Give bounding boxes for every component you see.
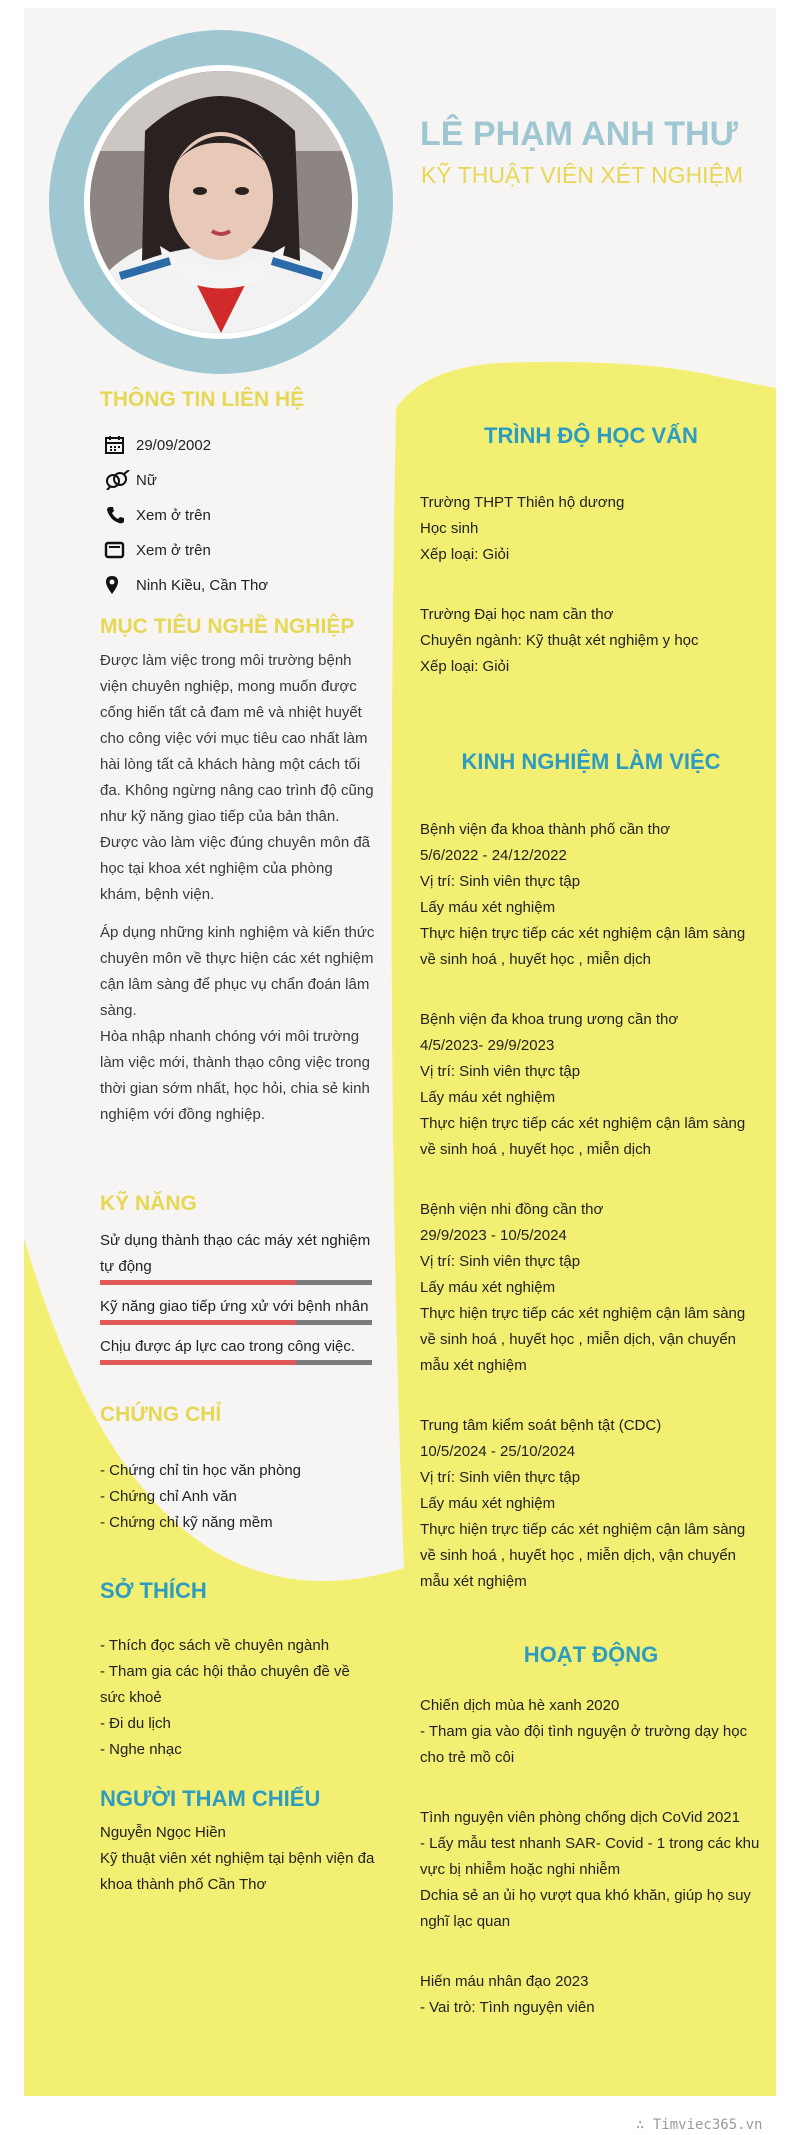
skill-label	[100, 1228, 380, 1280]
activity-entry-line: cho trẻ mồ côi	[420, 1749, 515, 1766]
watermark	[636, 2117, 762, 2133]
certificates-heading: CHỨNG CHỈ	[100, 1403, 222, 1426]
education-entry-line: Xếp loại: Giỏi	[420, 546, 510, 563]
skills-heading: KỸ NĂNG	[100, 1192, 197, 1215]
hobby-item: - Đi du lịch	[100, 1715, 171, 1732]
education-entry-line: Chuyên ngành: Kỹ thuật xét nghiệm y học	[420, 632, 699, 649]
objective-line: khám, bệnh viện.	[100, 886, 215, 903]
experience-entry-line: Lấy máu xét nghiệm	[420, 899, 556, 916]
reference-line: Nguyễn Ngọc Hiền	[100, 1824, 226, 1841]
contact-address: Ninh Kiều, Cần Thơ	[136, 577, 269, 594]
skill-label-line: Kỹ năng giao tiếp ứng xử với bệnh nhân	[100, 1298, 369, 1315]
hobby-item: - Nghe nhạc	[100, 1741, 182, 1758]
contact-phone: Xem ở trên	[136, 507, 211, 524]
education-entry-line: Học sinh	[420, 520, 479, 537]
education-heading: TRÌNH ĐỘ HỌC VẤN	[484, 423, 698, 448]
certificate-item: - Chứng chỉ tin học văn phòng	[100, 1462, 301, 1479]
watermark-text: Timviec365.vn	[652, 2117, 763, 2133]
activity-entry-line: Hiến máu nhân đạo 2023	[420, 1973, 589, 1990]
contact-heading: THÔNG TIN LIÊN HỆ	[100, 388, 305, 411]
skill-level-fill	[100, 1320, 296, 1325]
contact-birthday-row	[104, 428, 384, 463]
experience-entry-line: 29/9/2023 - 10/5/2024	[420, 1227, 567, 1244]
activity-entry-line: Dchia sẻ an ủi họ vượt qua khó khăn, giúp họ suy	[420, 1887, 751, 1904]
skill-label-line: Sử dụng thành thạo các máy xét nghiệm	[100, 1232, 371, 1249]
phone-icon	[104, 505, 130, 527]
hobby-item: - Thích đọc sách về chuyên ngành	[100, 1637, 330, 1654]
experience-entry-line: về sinh hoá , huyết học , miễn dịch	[420, 951, 651, 968]
skill-label-line: Chịu được áp lực cao trong công việc.	[100, 1338, 356, 1355]
activity-entry-line: nghĩ lạc quan	[420, 1913, 511, 1930]
experience-entry-line: Thực hiện trực tiếp các xét nghiệm cận lâm sàng	[420, 1521, 746, 1538]
experience-entry-line: mẫu xét nghiệm	[420, 1573, 527, 1590]
objective-line: như kỹ năng giao tiếp của bản thân.	[100, 808, 340, 825]
calendar-icon	[104, 435, 130, 457]
certificate-item: - Chứng chỉ Anh văn	[100, 1488, 237, 1505]
experience-entry	[420, 1413, 763, 1595]
contact-email: Xem ở trên	[136, 542, 211, 559]
reference-line: khoa thành phố Cần Thơ	[100, 1876, 267, 1893]
education-entry	[420, 490, 763, 568]
experience-entry-line: Thực hiện trực tiếp các xét nghiệm cận lâm sàng	[420, 1305, 746, 1322]
experience-entry-line: 4/5/2023- 29/9/2023	[420, 1037, 555, 1054]
activity-entry-line: - Vai trò: Tình nguyện viên	[420, 1999, 595, 2016]
contact-phone-row	[104, 498, 384, 533]
references-heading: NGƯỜI THAM CHIẾU	[100, 1786, 321, 1811]
location-pin-icon	[104, 575, 130, 597]
experience-entry-line: Lấy máu xét nghiệm	[420, 1279, 556, 1296]
objective-line: Áp dụng những kinh nghiệm và kiến thức	[100, 924, 375, 941]
objective-line: hài lòng tất cả khách hàng một cách tối	[100, 756, 361, 773]
objective-heading: MỤC TIÊU NGHỀ NGHIỆP	[100, 615, 355, 638]
job-title: KỸ THUẬT VIÊN XÉT NGHIỆM	[421, 162, 744, 188]
experience-entry-line: Lấy máu xét nghiệm	[420, 1495, 556, 1512]
contact-email-row	[104, 533, 384, 568]
education-entry-line: Xếp loại: Giỏi	[420, 658, 510, 675]
objective-paragraph-1	[100, 648, 377, 908]
experience-entry-line: về sinh hoá , huyết học , miễn dịch, vận chuyển	[420, 1547, 737, 1564]
avatar-photo	[90, 71, 352, 333]
experience-entry	[420, 1007, 763, 1163]
experience-entry-line: Vị trí: Sinh viên thực tập	[420, 873, 581, 890]
objective-line: thời gian sớm nhất, học hỏi, chia sẻ kinh	[100, 1080, 370, 1097]
experience-list	[420, 817, 763, 1595]
avatar	[84, 65, 358, 339]
education-entry-line: Trường Đại học nam cần thơ	[420, 606, 614, 623]
skill-label	[100, 1294, 380, 1320]
objective-line: sàng.	[100, 1002, 137, 1019]
experience-entry-line: Thực hiện trực tiếp các xét nghiệm cận lâm sàng	[420, 925, 746, 942]
reference-line: Kỹ thuật viên xét nghiệm tại bệnh viện đa	[100, 1850, 375, 1867]
contact-gender-row	[104, 463, 384, 498]
activity-entry-line: - Lấy mẫu test nhanh SAR- Covid - 1 trong các khu	[420, 1835, 760, 1852]
activity-entry-line: - Tham gia vào đội tình nguyện ở trường dạy học	[420, 1723, 748, 1740]
activity-entry-line: Chiến dịch mùa hè xanh 2020	[420, 1697, 620, 1714]
education-list	[420, 490, 763, 680]
skill-level-bar	[100, 1280, 372, 1285]
activities-list	[420, 1693, 763, 2021]
hobbies-heading: SỞ THÍCH	[100, 1578, 207, 1603]
objective-line: đa. Không ngừng nâng cao trình độ cũng	[100, 782, 374, 799]
experience-entry-line: Lấy máu xét nghiệm	[420, 1089, 556, 1106]
candidate-name: LÊ PHẠM ANH THƯ	[420, 115, 738, 153]
hobby-item: - Tham gia các hội thảo chuyên đề về	[100, 1663, 350, 1680]
skill-level-fill	[100, 1280, 296, 1285]
skill-label	[100, 1334, 380, 1360]
watermark-dots-icon: ∴	[636, 2117, 653, 2133]
education-entry-line: Trường THPT Thiên hộ dương	[420, 494, 625, 511]
skill-level-bar	[100, 1360, 372, 1365]
experience-entry-line: mẫu xét nghiệm	[420, 1357, 527, 1374]
experience-entry-line: Bệnh viện đa khoa thành phố cần thơ	[420, 821, 671, 838]
activity-entry-line: Tình nguyện viên phòng chống dịch CoVid 2021	[420, 1809, 740, 1826]
contact-birthday: 29/09/2002	[136, 437, 212, 454]
references-list	[100, 1820, 385, 1898]
hobby-item: sức khoẻ	[100, 1689, 162, 1706]
activity-entry	[420, 1693, 763, 1771]
objective-paragraph-3	[100, 1024, 377, 1128]
experience-entry-line: Trung tâm kiểm soát bệnh tật (CDC)	[420, 1417, 662, 1434]
skill-level-fill	[100, 1360, 296, 1365]
experience-entry-line: Bệnh viện nhi đồng cần thơ	[420, 1201, 604, 1218]
experience-entry	[420, 817, 763, 973]
experience-entry-line: Vị trí: Sinh viên thực tập	[420, 1063, 581, 1080]
contact-gender: Nữ	[136, 472, 157, 489]
objective-line: học tại khoa xét nghiệm của phòng	[100, 860, 333, 877]
experience-entry	[420, 1197, 763, 1379]
experience-entry-line: Vị trí: Sinh viên thực tập	[420, 1469, 581, 1486]
activity-entry	[420, 1969, 763, 2021]
contact-list	[104, 428, 384, 603]
experience-entry-line: Vị trí: Sinh viên thực tập	[420, 1253, 581, 1270]
activities-heading: HOẠT ĐỘNG	[523, 1642, 659, 1667]
objective-line: chuyên môn về thực hiện các xét nghiệm	[100, 950, 374, 967]
objective-line: Hòa nhập nhanh chóng với môi trường	[100, 1028, 360, 1045]
objective-line: viện chuyên nghiệp, mong muốn được	[100, 678, 357, 695]
experience-entry-line: về sinh hoá , huyết học , miễn dịch, vận chuyển	[420, 1331, 737, 1348]
skill-label-line: tự động	[100, 1258, 152, 1275]
activity-entry-line: vực bị nhiễm hoặc nghi nhiễm	[420, 1861, 621, 1878]
objective-line: cận lâm sàng để phục vụ chẩn đoán lâm	[100, 976, 370, 993]
objective-paragraph-2	[100, 920, 377, 1024]
experience-entry-line: Thực hiện trực tiếp các xét nghiệm cận lâm sàng	[420, 1115, 746, 1132]
contact-address-row	[104, 568, 384, 603]
objective-line: cho công việc với mục tiêu cao nhất làm	[100, 730, 368, 747]
activity-entry	[420, 1805, 763, 1935]
experience-entry-line: về sinh hoá , huyết học , miễn dịch	[420, 1141, 651, 1158]
hobbies-list	[100, 1633, 378, 1763]
education-entry	[420, 602, 763, 680]
experience-entry-line: Bệnh viện đa khoa trung ương cần thơ	[420, 1011, 679, 1028]
experience-entry-line: 10/5/2024 - 25/10/2024	[420, 1443, 576, 1460]
objective-line: nghiệm với đồng nghiệp.	[100, 1106, 265, 1123]
email-icon	[104, 540, 130, 562]
certificate-item: - Chứng chỉ kỹ năng mềm	[100, 1514, 273, 1531]
objective-line: Được làm việc trong môi trường bệnh	[100, 652, 352, 669]
experience-entry-line: 5/6/2022 - 24/12/2022	[420, 847, 567, 864]
objective-line: cống hiến tất cả đam mê và nhiệt huyết	[100, 704, 362, 721]
gender-icon	[104, 470, 130, 492]
skill-level-bar	[100, 1320, 372, 1325]
objective-line: Được vào làm việc đúng chuyên môn đã	[100, 834, 371, 851]
objective-line: làm việc mới, thành thạo công việc trong	[100, 1054, 370, 1071]
experience-heading: KINH NGHIỆM LÀM VIỆC	[461, 749, 721, 774]
certificates-list	[100, 1458, 380, 1536]
